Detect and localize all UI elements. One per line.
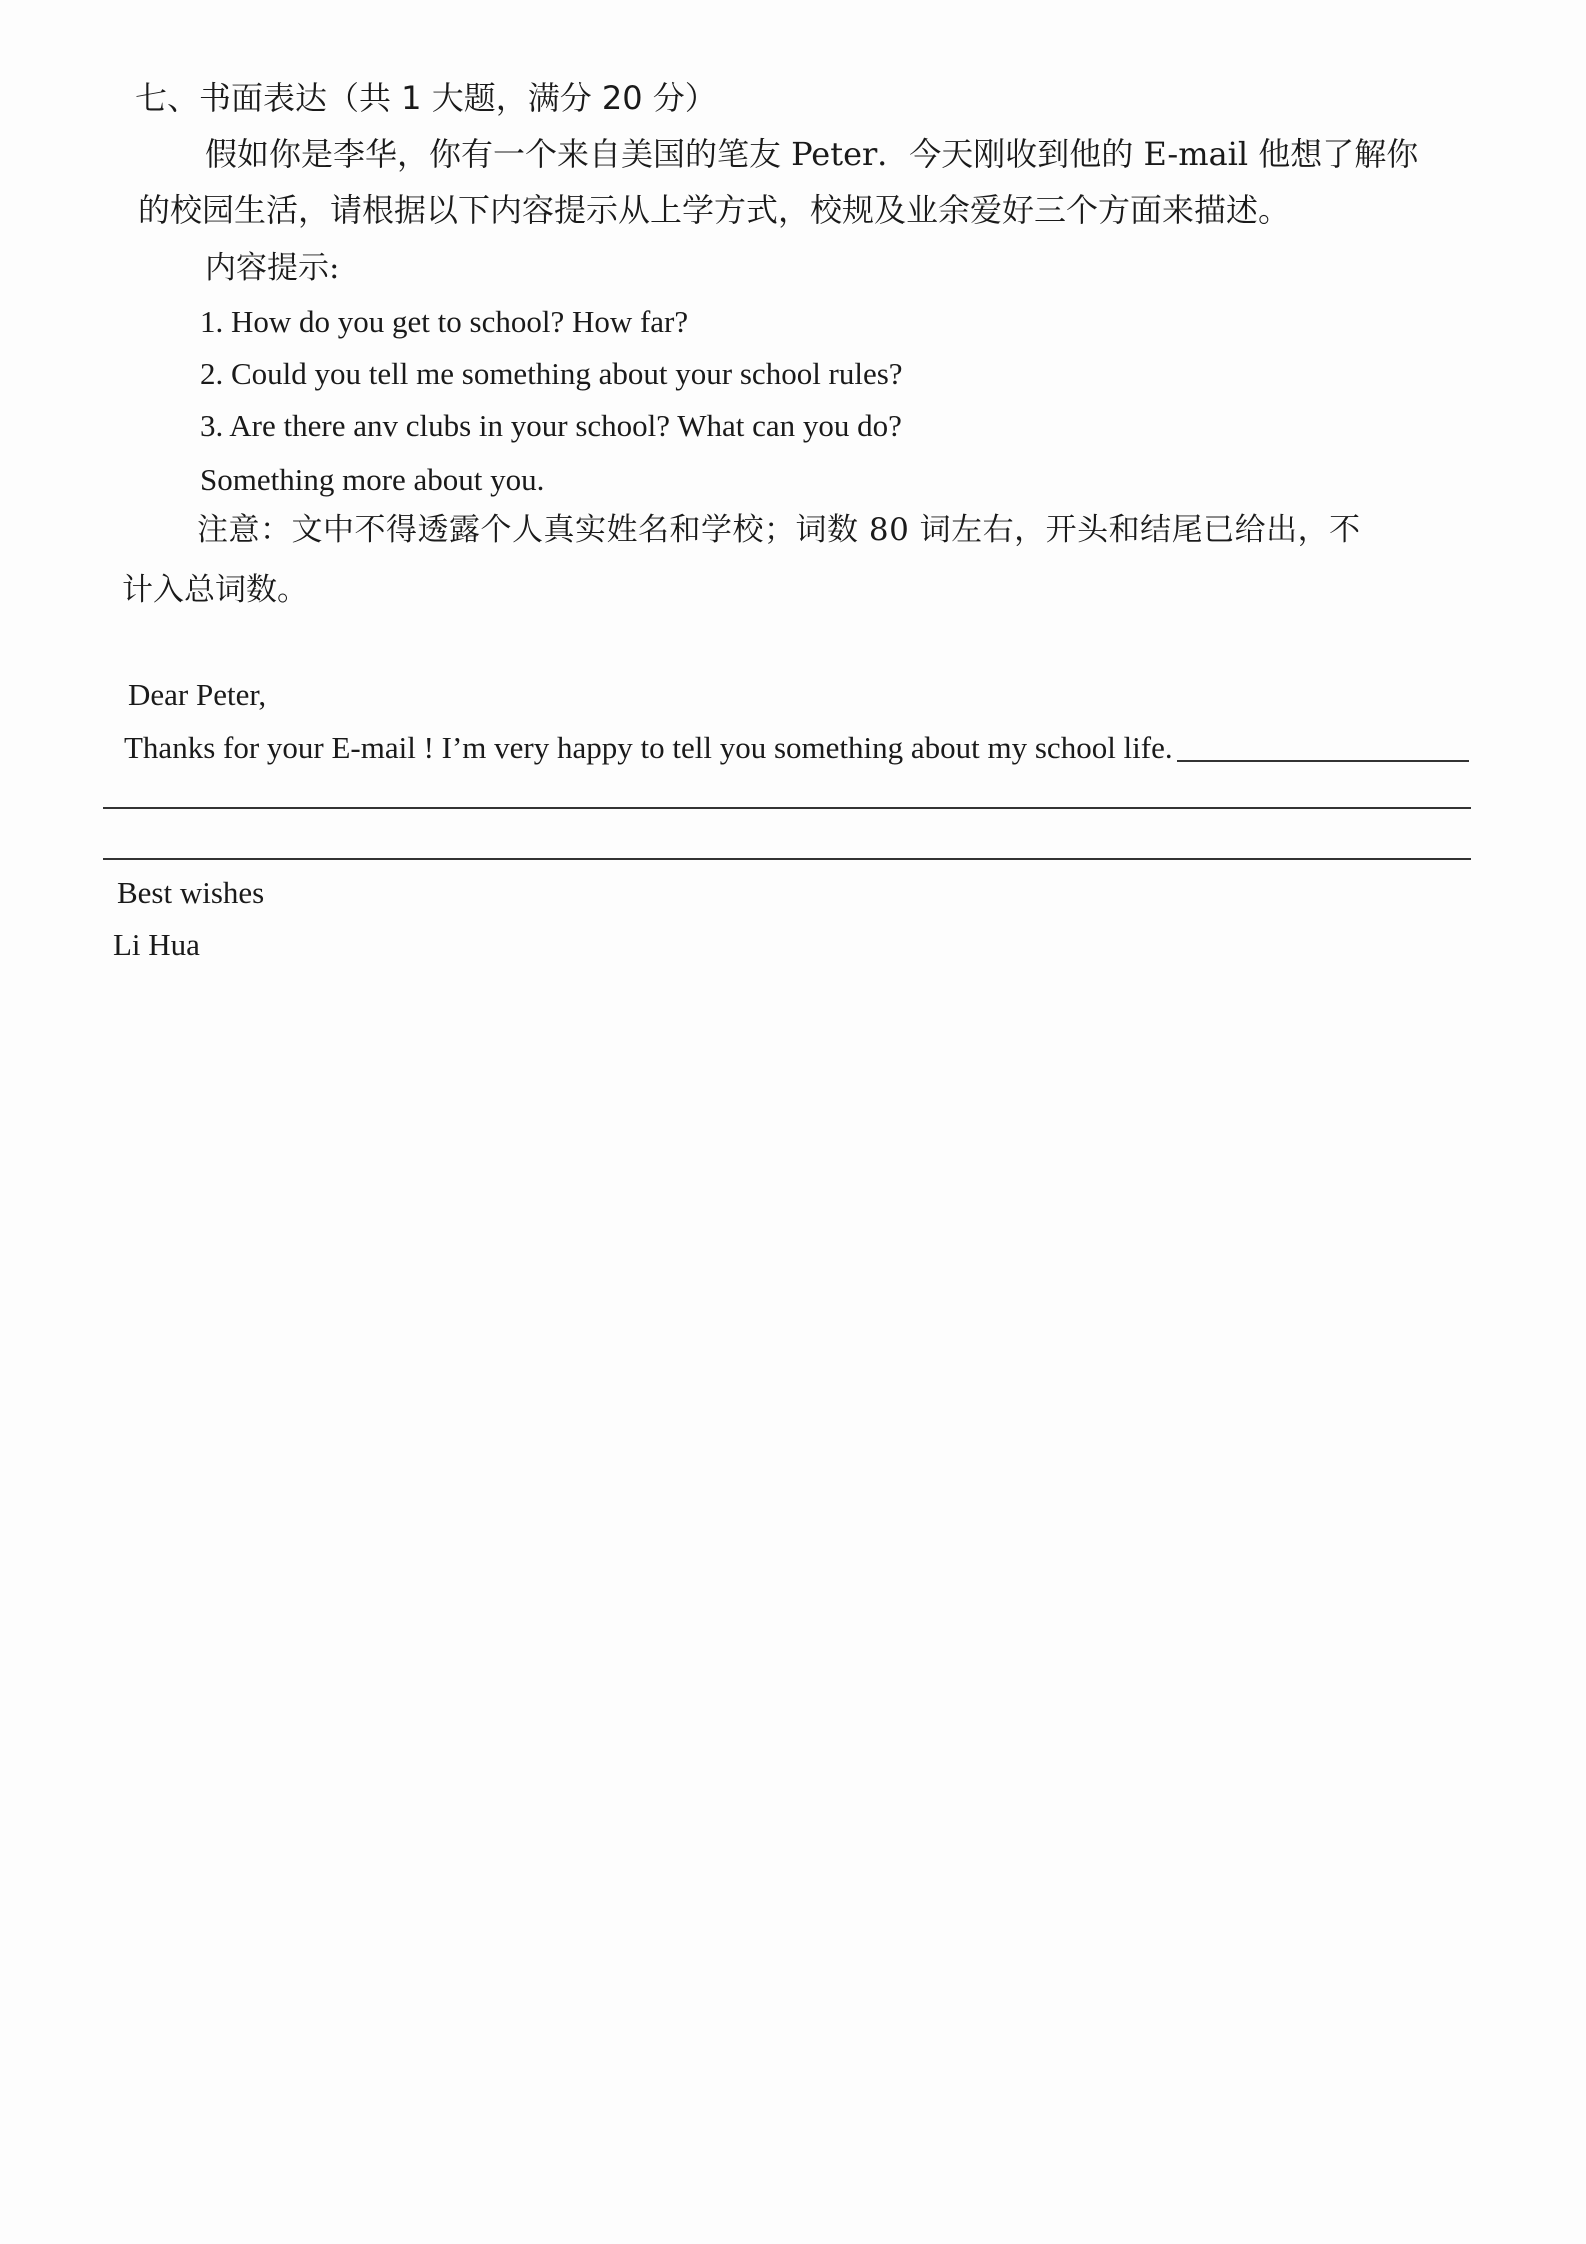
letter-greeting: Dear Peter, xyxy=(128,677,267,712)
section-title: 七、书面表达（共 1 大题，满分 20 分） xyxy=(135,79,717,117)
answer-line[interactable] xyxy=(103,807,1471,809)
hint-item: 2. Could you tell me something about your school rules? xyxy=(200,356,903,391)
letter-signature: Li Hua xyxy=(113,927,200,962)
hint-item: 1. How do you get to school? How far? xyxy=(200,304,689,339)
letter-opening-row xyxy=(124,724,1469,768)
note-line-2: 计入总词数。 xyxy=(122,572,308,608)
answer-blank[interactable] xyxy=(1177,730,1469,762)
letter-opening: Thanks for your E-mail ! I’m very happy to tell you something about my school life. xyxy=(124,730,1173,765)
prompt-paragraph-line-1: 假如你是李华，你有一个来自美国的笔友 Peter．今天刚收到他的 E-mail 他想了解你 xyxy=(205,135,1419,173)
note-line-1: 注意：文中不得透露个人真实姓名和学校；词数 80 词左右，开头和结尾已给出，不 xyxy=(197,512,1361,548)
prompt-paragraph-line-2: 的校园生活，请根据以下内容提示从上学方式，校规及业余爱好三个方面来描述。 xyxy=(138,191,1291,229)
hint-item: Something more about you. xyxy=(200,462,545,497)
answer-line[interactable] xyxy=(103,858,1471,860)
hint-item: 3. Are there anv clubs in your school? What can you do? xyxy=(200,408,902,443)
hint-title: 内容提示: xyxy=(205,250,340,286)
letter-closing: Best wishes xyxy=(117,875,265,910)
